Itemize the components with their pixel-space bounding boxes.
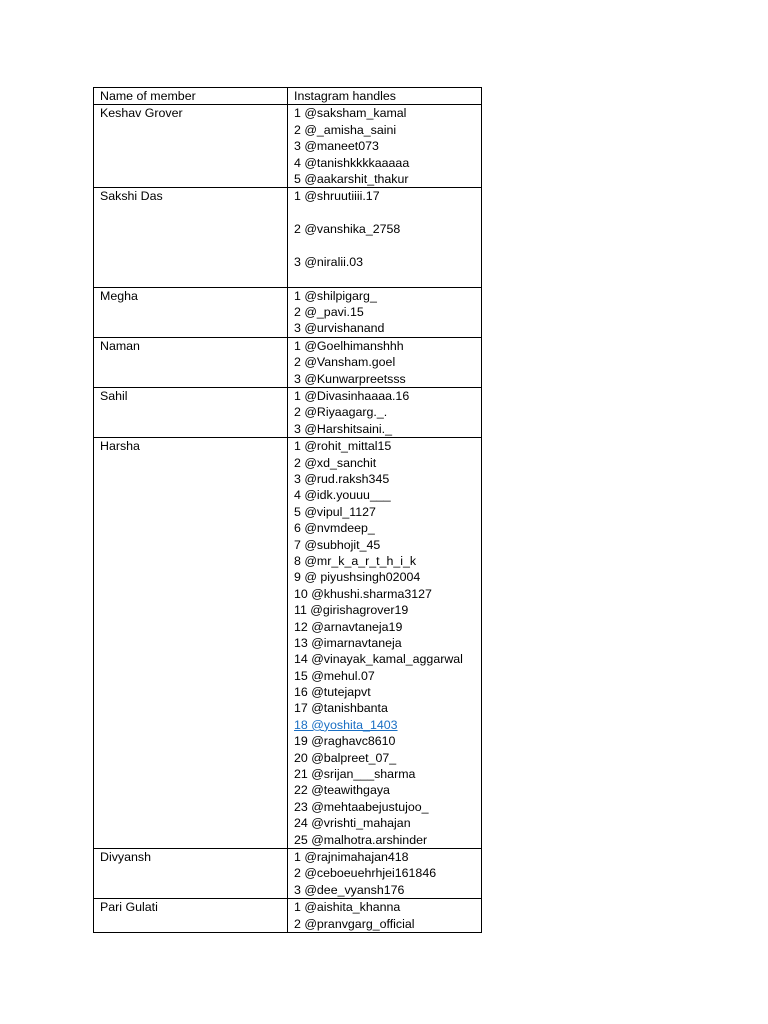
handle-item: 15 @mehul.07 xyxy=(294,668,375,683)
handle-item: 19 @raghavc8610 xyxy=(294,734,396,749)
table-row xyxy=(94,848,482,898)
blank-line xyxy=(294,205,475,221)
handle-item: 3 @niralii.03 xyxy=(294,254,364,269)
handles-cell xyxy=(288,188,482,287)
handle-item: 3 @dee_vyansh176 xyxy=(294,882,405,897)
member-name: Keshav Grover xyxy=(94,105,288,188)
handle-item: 1 @saksham_kamal xyxy=(294,106,407,121)
handle-item: 16 @tutejapvt xyxy=(294,685,371,700)
handle-item: 6 @nvmdeep_ xyxy=(294,521,375,536)
handle-item: 17 @tanishbanta xyxy=(294,701,388,716)
handle-link[interactable]: 18 @yoshita_1403 xyxy=(294,717,398,732)
handle-item: 2 @_amisha_saini xyxy=(294,122,397,137)
member-name: Divyansh xyxy=(94,848,288,898)
handle-item: 2 @Riyaagarg._. xyxy=(294,405,388,420)
handle-item: 3 @Kunwarpreetsss xyxy=(294,371,406,386)
table-row xyxy=(94,388,482,438)
member-name: Sahil xyxy=(94,388,288,438)
handles-cell xyxy=(288,337,482,387)
handle-item: 14 @vinayak_kamal_aggarwal xyxy=(294,652,463,667)
table-header-row xyxy=(94,88,482,105)
handles-cell xyxy=(288,388,482,438)
handle-item: 3 @maneet073 xyxy=(294,139,379,154)
table-row xyxy=(94,287,482,337)
handle-item: 22 @teawithgaya xyxy=(294,783,390,798)
handle-item: 1 @aishita_khanna xyxy=(294,900,401,915)
handle-item: 2 @ceboeuehrhjei161846 xyxy=(294,866,437,881)
handle-item: 2 @Vansham.goel xyxy=(294,355,396,370)
table-body xyxy=(94,105,482,933)
handle-item: 11 @girishagrover19 xyxy=(294,603,409,618)
handle-item: 23 @mehtaabejustujoo_ xyxy=(294,799,429,814)
handle-item: 1 @Divasinhaaaa.16 xyxy=(294,389,410,404)
handle-item: 12 @arnavtaneja19 xyxy=(294,619,403,634)
member-name: Pari Gulati xyxy=(94,899,288,933)
handles-cell xyxy=(288,287,482,337)
table-row xyxy=(94,438,482,849)
handle-item: 4 @tanishkkkkaaaaa xyxy=(294,155,410,170)
handle-item: 1 @shilpigarg_ xyxy=(294,288,377,303)
handle-item: 7 @subhojit_45 xyxy=(294,537,381,552)
table-row xyxy=(94,105,482,188)
handle-item: 1 @rajnimahajan418 xyxy=(294,849,409,864)
handle-item: 2 @_pavi.15 xyxy=(294,305,364,320)
handle-item: 1 @rohit_mittal15 xyxy=(294,439,392,454)
header-member: Name of member xyxy=(94,88,288,105)
handle-item: 25 @malhotra.arshinder xyxy=(294,832,428,847)
handle-item: 5 @vipul_1127 xyxy=(294,504,376,519)
member-name: Naman xyxy=(94,337,288,387)
member-name: Sakshi Das xyxy=(94,188,288,287)
handles-cell xyxy=(288,105,482,188)
handle-item: 5 @aakarshit_thakur xyxy=(294,171,409,186)
handle-item: 2 @vanshika_2758 xyxy=(294,222,401,237)
handle-item: 1 @shruutiiii.17 xyxy=(294,189,380,204)
members-table xyxy=(93,87,482,933)
blank-line xyxy=(294,270,475,286)
handle-item: 3 @rud.raksh345 xyxy=(294,472,390,486)
table-row xyxy=(94,188,482,287)
handle-item: 1 @Goelhimanshhh xyxy=(294,338,404,353)
handle-item: 4 @idk.youuu___ xyxy=(294,488,391,503)
table-row xyxy=(94,337,482,387)
handle-item: 8 @mr_k_a_r_t_h_i_k xyxy=(294,553,417,568)
handles-cell xyxy=(288,438,482,849)
handle-item: 2 @pranvgarg_official xyxy=(294,916,415,931)
handle-item: 13 @imarnavtaneja xyxy=(294,635,402,650)
handle-item: 10 @khushi.sharma3127 xyxy=(294,586,432,601)
handle-item: 2 @xd_sanchit xyxy=(294,455,377,470)
member-name: Harsha xyxy=(94,438,288,849)
handle-item: 20 @balpreet_07_ xyxy=(294,750,397,765)
blank-line xyxy=(294,238,475,254)
handle-item: 21 @srijan___sharma xyxy=(294,767,416,782)
handle-item: 24 @vrishti_mahajan xyxy=(294,816,411,831)
handle-item: 9 @ piyushsingh02004 xyxy=(294,570,421,585)
handle-item: 3 @urvishanand xyxy=(294,321,385,336)
member-name: Megha xyxy=(94,287,288,337)
handles-cell xyxy=(288,848,482,898)
header-handles: Instagram handles xyxy=(288,88,482,105)
handles-cell xyxy=(288,899,482,933)
handle-item: 3 @Harshitsaini._ xyxy=(294,421,392,436)
table-row xyxy=(94,899,482,933)
